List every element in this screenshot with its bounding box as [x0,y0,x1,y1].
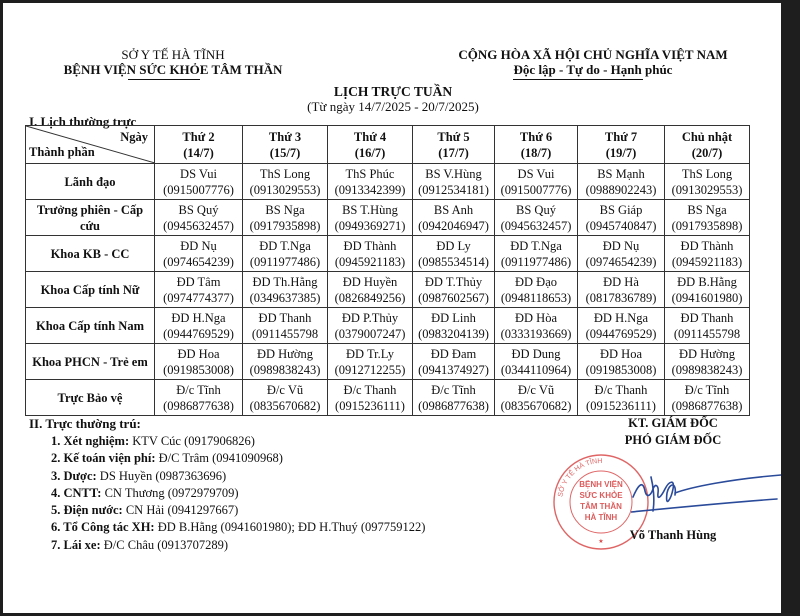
staff-phone: (0817836789) [585,290,657,305]
duty-cell [578,344,665,380]
day-date: (16/7) [354,145,386,160]
staff-phone: (0949369271) [334,218,406,233]
duty-cell [413,380,495,416]
staff-phone: (0983204139) [418,326,489,341]
table-row [26,344,750,380]
duty-cell [495,380,578,416]
table-row [26,236,750,272]
staff-name: BS T.Hùng [342,202,398,217]
duty-cell [495,344,578,380]
duty-cell [155,308,243,344]
staff-name: ĐD Nụ [602,238,640,253]
list-item-label: 7. Lái xe: [51,537,101,552]
staff-phone: (0944769529) [163,326,234,341]
staff-phone: (0917935898) [671,218,743,233]
day-date: (18/7) [520,145,552,160]
list-item-value: CN Thương (0972979709) [101,485,239,500]
staff-name: Đ/c Thanh [343,382,397,397]
table-row [26,272,750,308]
staff-phone: (0942046947) [418,218,489,233]
staff-name: Đ/c Vũ [517,382,555,397]
motto-underline [513,79,643,80]
stamp-line: HÀ TĨNH [584,513,618,522]
staff-phone: (0987602567) [418,290,489,305]
duty-cell [413,164,495,200]
signer-name: Võ Thanh Hùng [629,528,717,542]
staff-name: ĐD Hà [603,274,639,289]
staff-phone: (0912712255) [334,362,406,377]
table-row [26,164,750,200]
staff-name: ThS Phúc [345,166,395,181]
corner-label-day: Ngày [120,130,148,144]
table-row [26,308,750,344]
staff-phone: (0915236111) [335,398,405,413]
staff-phone: (0986877638) [671,398,743,413]
list-item [51,485,425,502]
list-item-label: 3. Dược: [51,468,97,483]
table-row [26,380,750,416]
duty-cell [665,272,750,308]
staff-name: ThS Long [259,166,311,181]
duty-cell [578,236,665,272]
table-header-row [26,126,750,164]
national-title: CỘNG HÒA XÃ HỘI CHỦ NGHĨA VIỆT NAM [458,47,728,62]
duty-cell [413,272,495,308]
duty-cell [328,200,413,236]
role-label: Khoa Cấp tính Nam [26,308,155,344]
stamp-line: BỆNH VIỆN [579,480,623,489]
duty-cell [495,200,578,236]
staff-name: ĐD Tr.Ly [346,346,394,361]
day-header-cell [155,126,243,164]
duty-cell [665,308,750,344]
duty-cell [328,164,413,200]
duty-cell [328,272,413,308]
list-item-value: ĐD B.Hằng (0941601980); ĐD H.Thuý (097759122) [154,520,426,535]
duty-cell [665,164,750,200]
duty-cell [243,200,328,236]
staff-phone: (0919853008) [163,362,234,377]
duty-cell [243,380,328,416]
staff-name: BS Quý [178,202,219,217]
staff-name: BS Nga [265,202,305,217]
list-item-value: DS Huyền (0987363696) [96,468,227,483]
staff-phone: (0911455798 [251,326,319,341]
staff-phone: (0911977486) [500,254,572,269]
list-item [51,537,425,554]
day-date: (17/7) [438,145,469,160]
staff-name: ĐD Thanh [680,310,734,325]
staff-name: ĐD Hoa [599,346,642,361]
duty-cell [413,236,495,272]
staff-phone: (0333193669) [500,326,572,341]
staff-name: Đ/c Tĩnh [176,382,221,397]
staff-phone: (0988902243) [585,182,657,197]
staff-name: ĐD H.Nga [593,310,649,325]
duty-cell [155,200,243,236]
staff-phone: (0835670682) [500,398,572,413]
duty-cell [578,380,665,416]
stamp-line: TÂM THẦN [580,502,622,511]
duty-cell [495,164,578,200]
staff-name: BS Anh [433,202,474,217]
staff-phone: (0974774377) [163,290,234,305]
staff-name: ĐD Hường [678,346,736,361]
day-header-cell [578,126,665,164]
list-item-label: 5. Điện nước: [51,503,123,518]
org-underline [128,79,200,80]
list-item-label: 1. Xét nghiệm: [51,434,130,448]
duty-cell [495,272,578,308]
signature-title: KT. GIÁM ĐỐC [628,416,718,430]
duty-cell [243,164,328,200]
staff-phone: (0913342399) [334,182,406,197]
staff-name: ĐD T.Thủy [424,274,483,289]
list-item [51,450,425,467]
staff-phone: (0948118653) [500,290,572,305]
staff-name: ĐD Linh [431,310,476,325]
staff-phone: (0344110964) [500,362,572,377]
staff-phone: (0974654239) [585,254,657,269]
list-item-value: CN Hải (0941297667) [122,503,239,518]
duty-cell [328,308,413,344]
corner-label-role: Thành phần [29,145,95,159]
duty-cell [413,344,495,380]
staff-phone: (0915007776) [163,182,234,197]
staff-phone: (0913029553) [671,182,743,197]
page-subtitle: (Từ ngày 14/7/2025 - 20/7/2025) [307,99,479,114]
staff-phone: (0911977486) [249,254,321,269]
staff-phone: (0944769529) [585,326,657,341]
duty-cell [665,344,750,380]
role-label: Trực Bảo vệ [26,380,155,416]
duty-cell [155,272,243,308]
duty-cell [665,236,750,272]
stamp-ring-text: SỞ Y TẾ HÀ TĨNH [557,457,603,498]
list-item [51,468,425,485]
staff-phone: (0974654239) [163,254,234,269]
day-name: Thứ 4 [353,129,387,144]
list-item-value: Đ/C Châu (0913707289) [100,537,229,552]
staff-phone: (0915236111) [586,398,656,413]
duty-cell [328,380,413,416]
duty-cell [155,344,243,380]
staff-phone: (0945632457) [500,218,572,233]
duty-cell [155,380,243,416]
staff-name: ĐD H.Nga [171,310,226,325]
day-header-cell [328,126,413,164]
duty-cell [155,236,243,272]
org-hospital-text: BỆNH VIỆN SỨC KHỎE TÂM THẦN [63,62,283,77]
document-page [3,3,781,613]
staff-phone: (0919853008) [585,362,657,377]
list-item [51,519,425,536]
table-row [26,200,750,236]
duty-cell [665,380,750,416]
day-name: Chủ nhật [681,129,733,144]
stamp-star: ★ [598,539,604,545]
staff-phone: (0986877638) [163,398,234,413]
staff-phone: (0917935898) [249,218,321,233]
duty-cell [495,236,578,272]
staff-phone: (0835670682) [249,398,321,413]
duty-cell [243,236,328,272]
staff-phone: (0989838243) [249,362,321,377]
staff-name: ĐD Thanh [258,310,312,325]
staff-phone: (0826849256) [334,290,406,305]
staff-phone: (0911455798 [673,326,741,341]
day-name: Thứ 7 [604,129,638,144]
day-date: (20/7) [691,145,723,160]
role-label: Lãnh đạo [26,164,155,200]
resident-duty-list [51,433,425,554]
duty-cell [413,308,495,344]
staff-name: ĐD Tâm [176,274,221,289]
duty-cell [413,200,495,236]
day-name: Thứ 5 [437,129,470,144]
duty-cell [578,308,665,344]
duty-cell [578,272,665,308]
signature-position: PHÓ GIÁM ĐỐC [624,433,722,447]
day-name: Thứ 6 [519,129,553,144]
duty-schedule-table [25,125,750,416]
staff-name: ĐD P.Thủy [341,310,399,325]
role-label: Khoa PHCN - Trẻ em [26,344,155,380]
staff-phone: (0941374927) [418,362,489,377]
staff-name: ThS Long [681,166,733,181]
section1-heading: I. Lịch thường trực [29,114,137,129]
staff-phone: (0945921183) [334,254,406,269]
staff-name: ĐD Hoa [177,346,220,361]
national-motto [403,62,781,78]
list-item-label: 4. CNTT: [51,485,102,500]
role-label: Khoa Cấp tính Nữ [26,272,155,308]
staff-phone: (0945740847) [585,218,657,233]
staff-name: ĐD T.Nga [259,238,311,253]
day-date: (14/7) [183,145,214,160]
list-item [51,433,425,450]
org-hospital [28,62,318,78]
day-name: Thứ 2 [182,129,215,144]
day-date: (15/7) [269,145,301,160]
staff-name: ĐD Đam [430,346,477,361]
staff-phone: (0915007776) [500,182,572,197]
staff-name: Đ/c Tĩnh [431,382,476,397]
list-item-value: Đ/C Trâm (0941090968) [155,451,283,466]
day-header-cell [665,126,750,164]
staff-phone: (0349637385) [249,290,321,305]
staff-name: ĐD Dung [511,346,561,361]
day-date: (19/7) [605,145,637,160]
list-item-value: KTV Cúc (0917906826) [129,434,255,448]
section2-heading: II. Trực thường trú: [29,416,141,431]
staff-phone: (0985534514) [418,254,489,269]
duty-cell [328,344,413,380]
staff-phone: (0945632457) [163,218,234,233]
staff-name: ĐD B.Hằng [677,274,737,289]
org-department: SỞ Y TẾ HÀ TĨNH [121,47,225,62]
staff-name: Đ/c Thanh [594,382,648,397]
day-header-cell [495,126,578,164]
role-label: Trưởng phiên - Cấp cứu [26,200,155,236]
list-item-label: 2. Kế toán viện phí: [51,451,156,466]
stamp-line: SỨC KHỎE [579,491,623,500]
duty-cell [243,272,328,308]
day-header-cell [413,126,495,164]
role-label: Khoa KB - CC [26,236,155,272]
page-title: LỊCH TRỰC TUẦN [333,84,453,99]
day-name: Thứ 3 [268,129,302,144]
viewer-margin [781,0,800,616]
staff-name: BS Nga [687,202,727,217]
duty-cell [328,236,413,272]
duty-cell [578,164,665,200]
list-item [51,502,425,519]
duty-cell [578,200,665,236]
staff-name: ĐD Hòa [514,310,557,325]
staff-name: DS Vui [517,166,555,181]
corner-cell [26,126,155,164]
staff-name: ĐD Đạo [514,274,557,289]
staff-name: ĐD Thành [343,238,397,253]
staff-phone: (0941601980) [671,290,743,305]
handwritten-signature [631,465,781,525]
staff-name: BS V.Hùng [425,166,482,181]
staff-name: ĐD Hường [256,346,314,361]
staff-phone: (0989838243) [671,362,743,377]
duty-cell [243,308,328,344]
duty-cell [243,344,328,380]
day-header-cell [243,126,328,164]
duty-cell [155,164,243,200]
national-motto-text: Độc lập - Tự do - Hạnh phúc [513,62,673,77]
staff-phone: (0913029553) [249,182,321,197]
staff-name: BS Giáp [599,202,643,217]
staff-name: ĐD Ly [436,238,471,253]
staff-phone: (0945921183) [671,254,743,269]
staff-phone: (0379007247) [334,326,406,341]
duty-cell [495,308,578,344]
staff-name: Đ/c Vũ [266,382,304,397]
staff-name: BS Quý [516,202,556,217]
staff-name: BS Mạnh [597,166,645,181]
list-item-label: 6. Tổ Công tác XH: [51,520,155,535]
staff-name: ĐD Nụ [180,238,217,253]
staff-name: DS Vui [180,166,217,181]
duty-cell [665,200,750,236]
staff-name: ĐD Huyền [342,274,398,289]
staff-name: Đ/c Tĩnh [684,382,730,397]
staff-name: ĐD Th.Hằng [252,274,318,289]
staff-name: ĐD T.Nga [510,238,562,253]
staff-name: ĐD Thành [680,238,734,253]
staff-phone: (0912534181) [418,182,489,197]
staff-phone: (0986877638) [418,398,489,413]
